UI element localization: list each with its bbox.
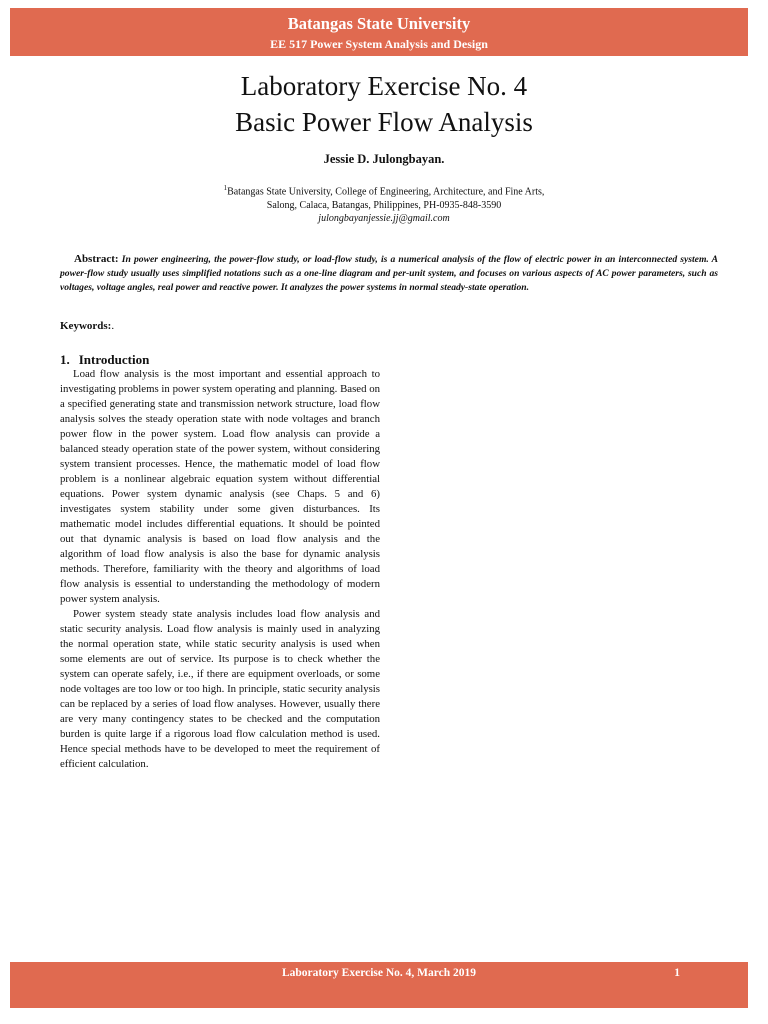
title-line-1: Laboratory Exercise No. 4 (240, 71, 528, 101)
section-heading (60, 352, 149, 368)
author-name: Jessie D. Julongbayan. (323, 152, 445, 166)
header-course: EE 517 Power System Analysis and Design (270, 37, 488, 51)
affiliation-text-1: Batangas State University, College of Engineering, Architecture, and Fine Arts, (227, 186, 545, 198)
keywords (60, 320, 114, 332)
section-body (60, 367, 380, 772)
paragraph: Power system steady state analysis includes load flow analysis and static security analysis. Load flow analysis is mainly used in analyzing the normal operation state, while static security analysis is used when some elements are out of service. Its purpose is to check whether the system can operate safely, i.e., if there are equipment overloads, or some node voltages are too low or too high. In principle, static security analysis can be replaced by a series of load flow analyses. However, usually there are very many contingency states to be checked and the computation burden is quite large if a rigorous load flow calculation method is used. Hence special methods have to be developed to meet the requirement of efficient calculation. (60, 608, 380, 770)
page-number: 1 (674, 967, 680, 979)
keywords-value: . (111, 320, 115, 332)
header-band (10, 8, 748, 56)
affiliation-line-1 (0, 182, 768, 199)
title-line-2: Basic Power Flow Analysis (235, 107, 533, 137)
page-title (0, 68, 768, 140)
affiliation-superscript: 1 (223, 184, 228, 192)
abstract (60, 252, 718, 295)
footer-band (10, 962, 748, 1008)
affiliation (0, 182, 768, 226)
footer-text: Laboratory Exercise No. 4, March 2019 (281, 967, 477, 979)
section-title: Introduction (78, 352, 150, 367)
abstract-label: Abstract: (74, 253, 119, 265)
header-university: Batangas State University (287, 14, 471, 33)
affiliation-line-2: Salong, Calaca, Batangas, Philippines, PH-0935-848-3590 (266, 199, 502, 211)
abstract-text: In power engineering, the power-flow study, or load-flow study, is a numerical analysis of the flow of electric power in an interconnected system. A power-flow study usually uses simplified notations such as a one-line diagram and per-unit system, and focuses on various aspects of AC power parameters, such as voltages, voltage angles, real power and reactive power. It analyzes the power systems in normal steady-state operation. (60, 254, 718, 293)
paragraph: Load flow analysis is the most important and essential approach to investigating problems in power system operating and planning. Based on a specified generating state and transmission network structure, load flow analysis solves the steady operation state with node voltages and branch power flow in the power system. Load flow analysis can provide a balanced steady operation state of the power system, without considering system transient processes. Hence, the mathematic model of load flow problem is a nonlinear algebraic equation system without differential equations. Power system dynamic analysis (see Chaps. 5 and 6) investigates system stability under some given disturbances. Its mathematic model includes differential equations. It should be pointed out that dynamic analysis is based on load flow analysis and the algorithm of load flow analysis is also the base for dynamic analysis methods. Therefore, familiarity with the theory and algorithms of load flow analysis is essential to understanding the methodology of modern power system analysis. (60, 368, 380, 605)
author-email: julongbayanjessie.jj@gmail.com (318, 213, 450, 225)
keywords-label: Keywords: (60, 320, 112, 332)
section-number: 1. (60, 352, 70, 367)
